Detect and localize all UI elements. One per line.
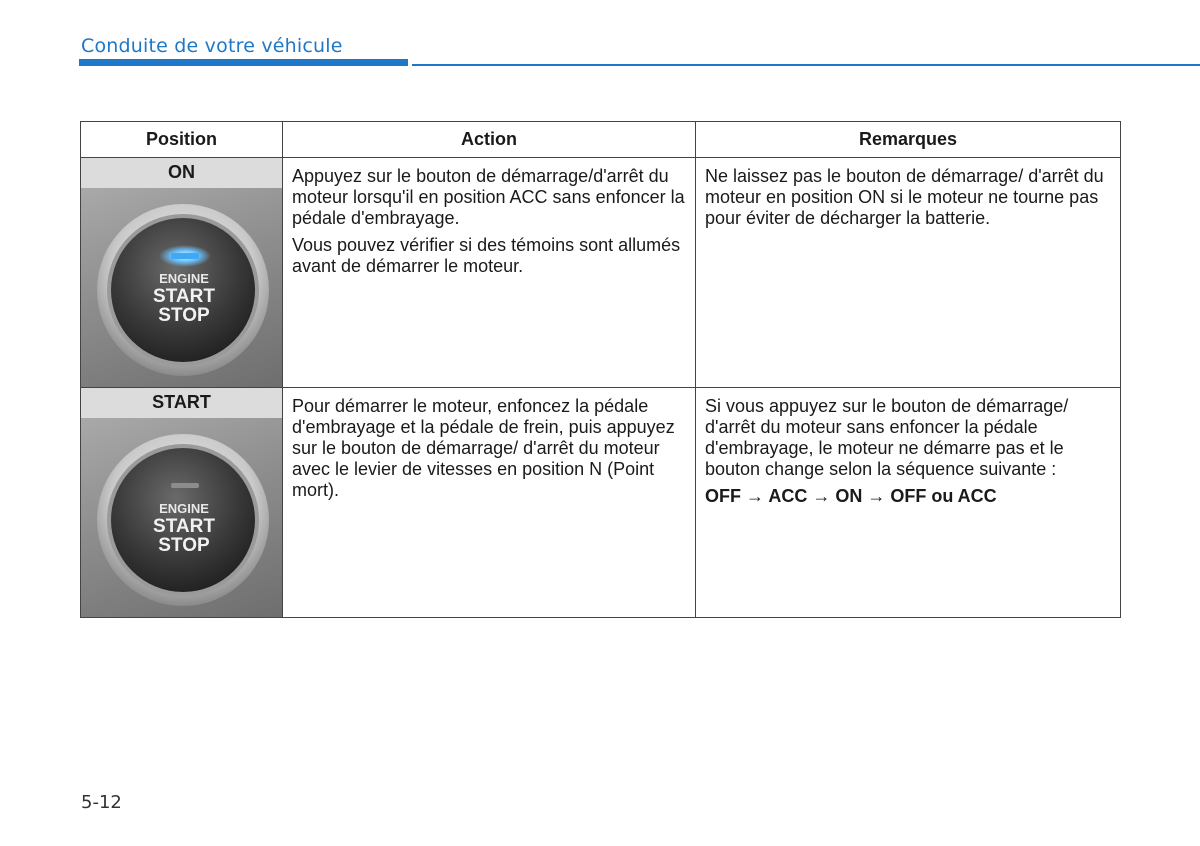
led-indicator	[171, 253, 199, 259]
remarks-paragraph: Si vous appuyez sur le bouton de démarrage/ d'arrêt du moteur sans enfoncer la pédale d'embrayage, le moteur ne démarre pas et le bouton change selon la séquence suivante :	[705, 396, 1069, 479]
led-indicator	[171, 483, 199, 488]
engine-start-stop-button-image	[81, 188, 282, 387]
button-text-engine: ENGINE	[159, 501, 209, 516]
action-cell	[283, 388, 696, 618]
button-text-stop: STOP	[158, 305, 210, 326]
action-paragraph: Vous pouvez vérifier si des témoins sont allumés avant de démarrer le moteur.	[292, 235, 681, 276]
action-cell	[283, 158, 696, 388]
header-rule-thin	[412, 64, 1200, 66]
position-label: START	[81, 388, 282, 418]
button-text-start: START	[153, 286, 215, 307]
state-sequence: OFF → ACC → ON → OFF ou ACC	[705, 486, 997, 506]
remarks-paragraph: Ne laissez pas le bouton de démarrage/ d'arrêt du moteur en position ON si le moteur ne tourne pas pour éviter de décharger la batterie.	[705, 166, 1104, 228]
table-row	[81, 158, 1121, 388]
position-label: ON	[81, 158, 282, 188]
remarks-cell	[696, 388, 1121, 618]
position-cell	[81, 388, 283, 618]
engine-start-stop-button-image	[81, 418, 282, 617]
header-remarks: Remarques	[696, 122, 1121, 158]
header-action: Action	[283, 122, 696, 158]
ignition-positions-table	[80, 121, 1121, 618]
button-text-stop: STOP	[158, 535, 210, 556]
header-position: Position	[81, 122, 283, 158]
position-cell	[81, 158, 283, 388]
header-rule-thick	[79, 59, 408, 66]
action-paragraph: Pour démarrer le moteur, enfoncez la pédale d'embrayage et la pédale de frein, puis appuyez sur le bouton de démarrage/ d'arrêt du moteur avec le levier de vitesses en position N (Point mort).	[292, 396, 675, 500]
button-text-engine: ENGINE	[159, 271, 209, 286]
remarks-cell	[696, 158, 1121, 388]
action-paragraph: Appuyez sur le bouton de démarrage/d'arrêt du moteur lorsqu'il en position ACC sans enfoncer la pédale d'embrayage.	[292, 166, 685, 228]
button-text-start: START	[153, 516, 215, 537]
section-title: Conduite de votre véhicule	[81, 35, 343, 57]
table-header-row	[81, 122, 1121, 158]
table-row	[81, 388, 1121, 618]
page-number: 5-12	[81, 792, 122, 813]
